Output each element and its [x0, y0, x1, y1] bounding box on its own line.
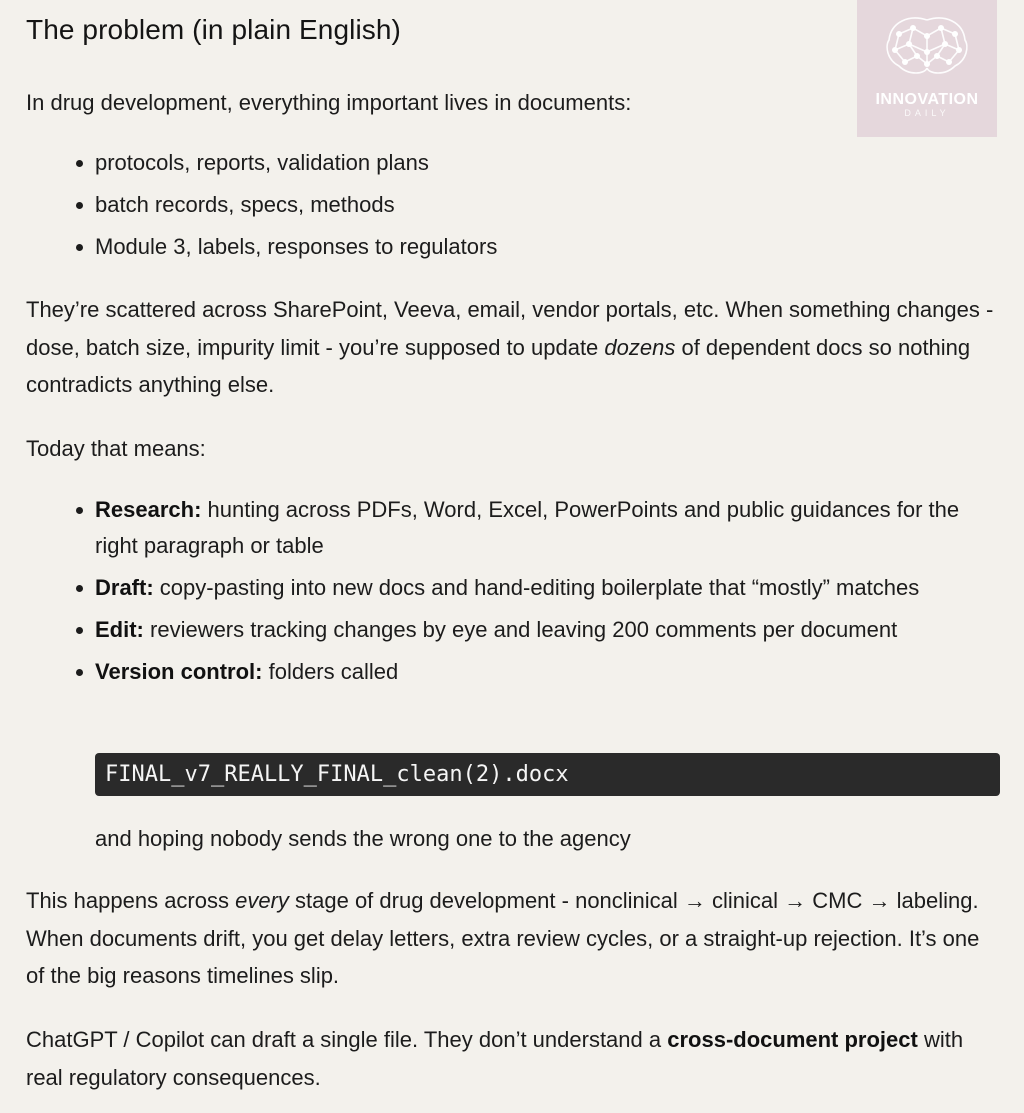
step-text: copy-pasting into new docs and hand-editing boilerplate that “mostly” matches — [153, 575, 920, 600]
text-segment: ChatGPT / Copilot can draft a single file. They don’t understand a — [26, 1027, 668, 1052]
logo-wordmark: INNOVATION — [875, 91, 979, 108]
list-item — [26, 570, 1001, 606]
stages-paragraph — [26, 882, 1001, 995]
brain-network-icon — [879, 12, 975, 84]
text-segment: stage of drug development - nonclinical → clinical → CMC → labeling. When documents drift, you get delay letters, extra review cycles, or a straight-up rejection. It’s one of the big reasons timelines slip. — [26, 888, 980, 988]
list-item: Module 3, labels, responses to regulators — [26, 228, 1001, 266]
section-heading: The problem (in plain English) — [26, 14, 401, 45]
code-filename: FINAL_v7_REALLY_FINAL_clean(2).docx — [95, 753, 1000, 796]
list-item — [26, 654, 1001, 690]
logo-tagline: DAILY — [904, 108, 950, 118]
step-text: hunting across PDFs, Word, Excel, PowerPoints and public guidances for the right paragraph or table — [95, 497, 960, 558]
step-text: folders called — [262, 659, 399, 684]
text-segment: They’re scattered across SharePoint, Veeva, email, vendor portals, etc. When something changes - dose, batch size, impurity limit - you’re supposed to update — [26, 297, 994, 360]
list-item — [26, 612, 1001, 648]
scattered-paragraph — [26, 291, 1001, 404]
list-item: protocols, reports, validation plans — [26, 144, 1001, 182]
after-code-text: and hoping nobody sends the wrong one to the agency — [95, 826, 631, 851]
today-paragraph: Today that means: — [26, 436, 206, 461]
step-text: reviewers tracking changes by eye and leaving 200 comments per document — [143, 617, 898, 642]
bold-text: cross-document project — [667, 1027, 918, 1052]
step-label: Edit: — [95, 617, 144, 642]
text-segment: This happens across — [26, 888, 236, 913]
step-label: Research: — [95, 497, 202, 522]
document-types-list — [26, 144, 1001, 270]
workflow-steps-list — [26, 492, 1001, 696]
emphasis-text: every — [235, 888, 289, 913]
step-label: Version control: — [95, 659, 263, 684]
intro-paragraph: In drug development, everything important lives in documents: — [26, 90, 632, 115]
list-item — [26, 492, 1001, 564]
emphasis-text: dozens — [604, 334, 676, 360]
text-segment: with real regulatory consequences. — [26, 1027, 964, 1090]
closing-paragraph — [26, 1021, 1001, 1096]
text-segment: of dependent docs so nothing contradicts anything else. — [26, 334, 971, 397]
step-label: Draft: — [95, 575, 154, 600]
list-item: batch records, specs, methods — [26, 186, 1001, 224]
